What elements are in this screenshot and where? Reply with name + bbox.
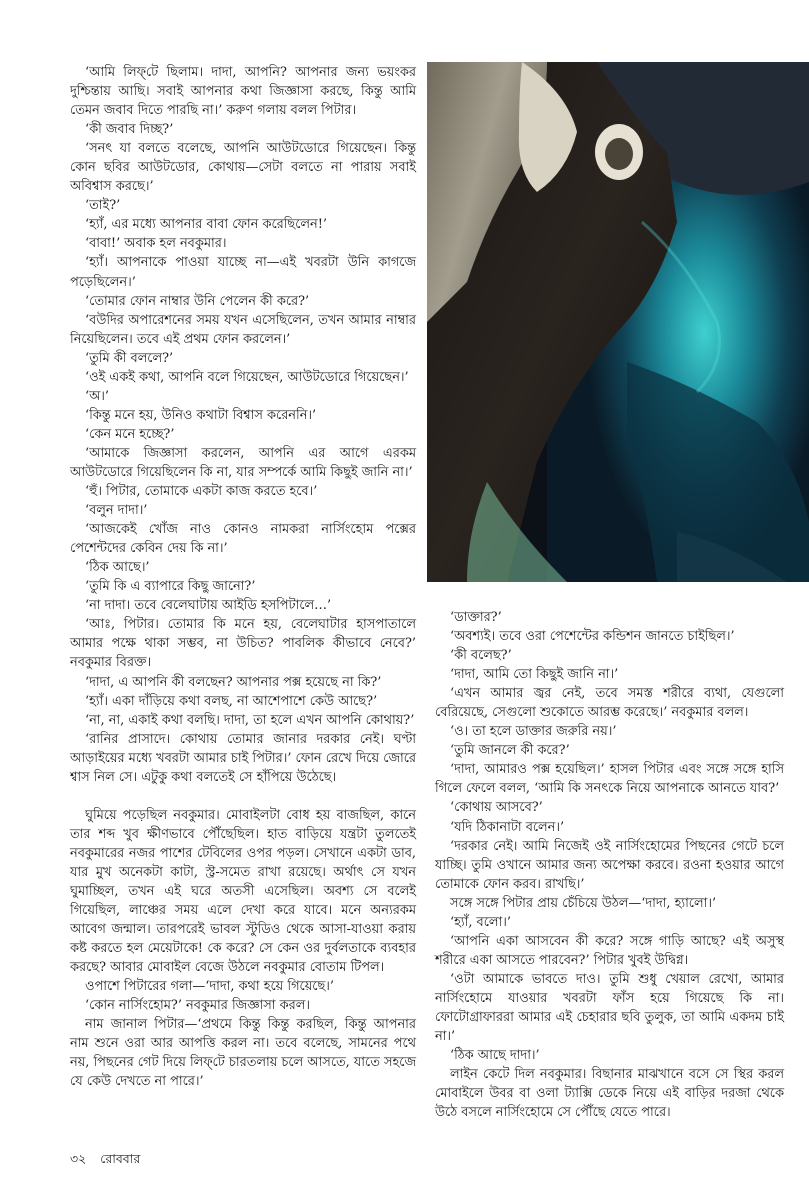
paragraph: ‘না, না, একাই কথা বলছি। দাদা, তা হলে এখন আপনি কোথায়?’ <box>85 712 415 728</box>
paragraph: ‘আমাকে জিজ্ঞাসা করলেন, আপনি এর আগে এরকম আউটডোরে গিয়েছিলেন কি না, যার সম্পর্কে আমি কিছুই জানি না।’ <box>70 445 416 480</box>
paragraph: ‘দাদা, আমি তো কিছুই জানি না।’ <box>450 667 619 683</box>
paragraph: ‘কী বলেছ?’ <box>450 648 512 664</box>
paragraph: ‘হুঁ। পিটার, তোমাকে একটা কাজ করতে হবে।’ <box>85 484 318 500</box>
paragraph: ‘তুমি কি এ ব্যাপারে কিছু জানো?’ <box>85 579 256 595</box>
paragraph: ‘ওটা আমাকে ভাবতে দাও। তুমি শুধু খেয়াল রেখো, আমার নার্সিংহোমে যাওয়ার খবরটা ফাঁস হয়ে গিয়েছে কি না। ফোটোগ্রাফাররা আমার এই চেহারার ছবি তুলুক, তা আমি একদম চাই না।’ <box>435 971 784 1045</box>
paragraph: ‘দরকার নেই। আমি নিজেই ওই নার্সিংহোমের পিছনের গেটে চলে যাচ্ছি। তুমি ওখানে আমার জন্য অপেক্ষা করবে। রওনা হওয়ার আগে তোমাকে ফোন করব। রাখছি।’ <box>435 838 784 892</box>
paragraph: ‘তাই?’ <box>85 198 121 214</box>
paragraph: ‘এখন আমার জ্বর নেই, তবে সমস্ত শরীরে ব্যথা, যেগুলো বেরিয়েছে, সেগুলো শুকোতে আরম্ভ করেছে।’ নবকুমার বলল। <box>435 686 784 721</box>
publication-name: রোববার <box>100 1151 141 1166</box>
paragraph: ‘দাদা, এ আপনি কী বলছেন? আপনার পক্স হয়েছে না কি?’ <box>85 674 382 690</box>
right-column <box>435 608 784 1122</box>
paragraph: ‘তুমি জানলে কী করে?’ <box>450 743 570 759</box>
paragraph: ‘বউদির অপারেশনের সময় যখন এসেছিলেন, তখন আমার নাম্বার নিয়েছিলেন। তবে এই প্রথম ফোন করলেন।’ <box>70 312 416 347</box>
paragraph: ঘুমিয়ে পড়েছিল নবকুমার। মোবাইলটা বোধ হয় বাজছিল, কানে তার শব্দ খুব ক্ষীণভাবে পৌঁছেছিল। হাত বাড়িয়ে যন্ত্রটা তুলতেই নবকুমারের নজর পাশের টেবিলের ওপর পড়ল। সেখানে একটা ডাব, যার মুখ অনেকটা কাটা, স্ট্র-সমেত রাখা রয়েছে। অর্থাৎ সে যখন ঘুমাচ্ছিল, তখন এই ঘরে অতসী এসেছিল। অবশ্য সে বলেই গিয়েছিল, লাঞ্চের সময় এলে দেখা করে যাবে। মনে অন্যরকম আবেগ জন্মাল। তারপরেই ভাবল স্টুডিও থেকে আসা-যাওয়া করায় কষ্ট করতে হল মেয়েটাকে! কে করে? সে কেন ওর দুর্বলতাকে ব্যবহার করছে? আবার মোবাইল বেজে উঠলে নবকুমার বোতাম টিপল। <box>70 807 416 976</box>
paragraph: ‘তুমি কী বললে?’ <box>85 350 174 366</box>
paragraph: নাম জানাল পিটার—‘প্রথমে কিন্তু কিন্তু করছিল, কিন্তু আপনার নাম শুনে ওরা আর আপত্তি করল না। তবে বলেছে, সামনের পথে নয়, পিছনের গেট দিয়ে লিফ্‌টে চারতলায় চলে আসতে, যাতে সহজে যে কেউ দেখতে না পারে।’ <box>70 1017 416 1090</box>
illustration-painting <box>427 62 809 582</box>
paragraph: ‘কোথায় আসবে?’ <box>450 800 543 816</box>
paragraph: ‘কিন্তু মনে হয়, উনিও কথাটা বিশ্বাস করেননি।’ <box>85 407 317 423</box>
paragraph: ‘বাবা!’ অবাক হল নবকুমার। <box>85 236 227 252</box>
paragraph: ‘আঃ, পিটার। তোমার কি মনে হয়, বেলেঘাটার হাসপাতালে আমার পক্ষে থাকা সম্ভব, না উচিত? পাবলিক কীভাবে নেবে?’ নবকুমার বিরক্ত। <box>70 617 416 671</box>
paragraph: ‘না দাদা। তবে বেলেঘাটায় আইডি হসপিটালে…’ <box>85 598 332 614</box>
paragraph: ‘বলুন দাদা।’ <box>85 503 148 519</box>
paragraph: ‘ওই একই কথা, আপনি বলে গিয়েছেন, আউটডোরে গিয়েছেন।’ <box>85 369 409 385</box>
paragraph: ‘আমি লিফ্‌টে ছিলাম। দাদা, আপনি? আপনার জন্য ভয়ংকর দুশ্চিন্তায় আছি। সবাই আপনার কথা জিজ্ঞাসা করছে, কিন্তু আমি তেমন জবাব দিতে পারছি না।’ করুণ গলায় বলল পিটার। <box>70 65 416 119</box>
paragraph: ‘হ্যাঁ, বলো।’ <box>450 914 511 930</box>
paragraph: ‘তোমার ফোন নাম্বার উনি পেলেন কী করে?’ <box>85 293 310 309</box>
page-number: ৩২ <box>70 1151 87 1166</box>
paragraph: ‘ঠিক আছে।’ <box>85 560 150 576</box>
paragraph: সঙ্গে সঙ্গে পিটার প্রায় চেঁচিয়ে উঠল—‘দাদা, হ্যালো।’ <box>450 895 717 911</box>
story-illustration <box>427 62 809 582</box>
paragraph: ‘অ।’ <box>85 388 109 404</box>
paragraph: ‘কেন মনে হচ্ছে?’ <box>85 426 175 442</box>
paragraph: ‘আজকেই খোঁজ নাও কোনও নামকরা নার্সিংহোম পক্সের পেশেন্টদের কেবিন দেয় কি না।’ <box>70 522 416 557</box>
paragraph: ‘ও। তা হলে ডাক্তার জরুরি নয়।’ <box>450 724 617 740</box>
paragraph: ওপাশে পিটারের গলা—‘দাদা, কথা হয়ে গিয়েছে।’ <box>85 979 334 995</box>
paragraph: ‘কোন নার্সিংহোম?’ নবকুমার জিজ্ঞাসা করল। <box>85 998 310 1014</box>
paragraph: ‘অবশ্যই। তবে ওরা পেশেন্টের কন্ডিশন জানতে চাইছিল।’ <box>450 629 735 645</box>
paragraph: ‘কী জবাব দিচ্ছ?’ <box>85 122 174 138</box>
paragraph: ‘রানির প্রাসাদে। কোথায় তোমার জানার দরকার নেই। ঘণ্টা আড়াইয়ের মধ্যে খবরটা আমার চাই পিটার।’ ফোন রেখে দিয়ে জোরে শ্বাস নিল সে। এটুকু কথা বলতেই সে হাঁপিয়ে উঠেছে। <box>70 731 416 785</box>
paragraph: ‘ঠিক আছে দাদা।’ <box>450 1048 540 1064</box>
paragraph: ‘আপনি একা আসবেন কী করে? সঙ্গে গাড়ি আছে? এই অসুস্থ শরীরে একা আসতে পারবেন?’ পিটার খুবই উদ্বিগ্ন। <box>435 933 784 968</box>
paragraph: ‘সনৎ যা বলতে বলেছে, আপনি আউটডোরে গিয়েছেন। কিন্তু কোন ছবির আউটডোর, কোথায়—সেটা বলতে না পারায় সবাই অবিশ্বাস করছে।’ <box>70 141 416 195</box>
paragraph: লাইন কেটে দিল নবকুমার। বিছানার মাঝখানে বসে সে স্থির করল মোবাইলে উবর বা ওলা ট্যাক্সি ডেকে নিয়ে এই বাড়ির দরজা থেকে উঠে বসলে নার্সিংহোমে সে পৌঁছে যেতে পারে। <box>435 1067 784 1121</box>
left-column <box>70 63 416 1091</box>
paragraph: ‘ডাক্তার?’ <box>450 610 502 625</box>
paragraph: ‘হ্যাঁ, এর মধ্যে আপনার বাবা ফোন করেছিলেন!’ <box>85 217 327 233</box>
paragraph: ‘হ্যাঁ। আপনাকে পাওয়া যাচ্ছে না—এই খবরটা উনি কাগজে পড়েছিলেন।’ <box>70 255 416 290</box>
page-footer <box>70 1151 150 1171</box>
paragraph: ‘দাদা, আমারও পক্স হয়েছিল।’ হাসল পিটার এবং সঙ্গে সঙ্গে হাসি গিলে ফেলে বলল, ‘আমি কি সনৎকে নিয়ে আপনাকে আনতে যাব?’ <box>435 762 784 797</box>
paragraph: ‘যদি ঠিকানাটা বলেন।’ <box>450 819 565 835</box>
paragraph: ‘হ্যাঁ। একা দাঁড়িয়ে কথা বলছ, না আশেপাশে কেউ আছে?’ <box>85 693 378 709</box>
